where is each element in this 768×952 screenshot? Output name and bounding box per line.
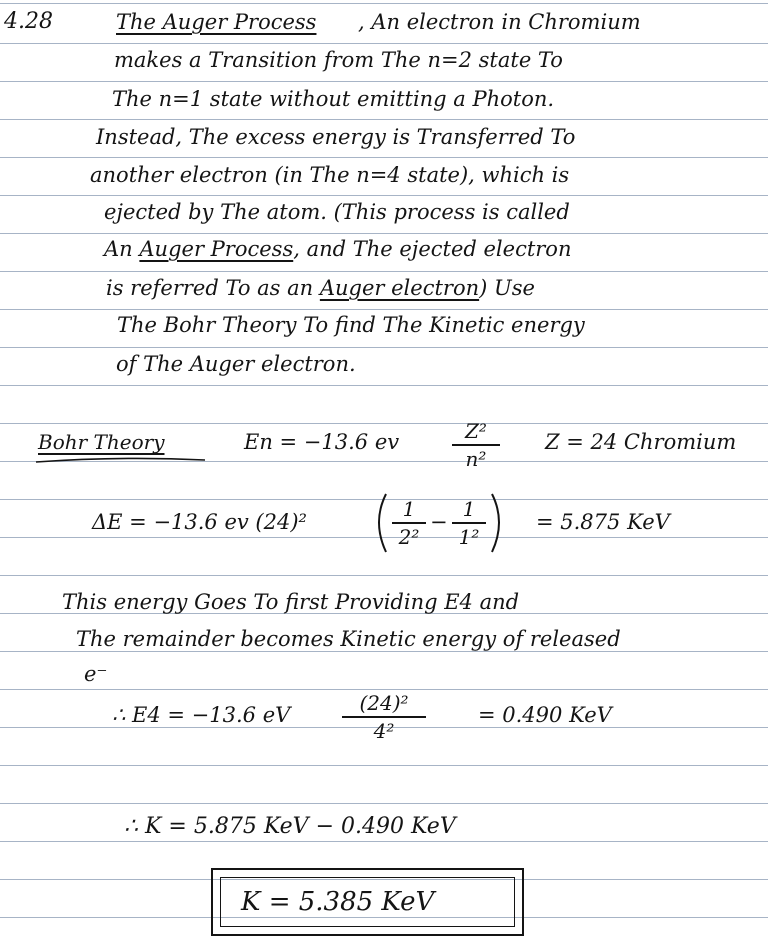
- e4-fraction-numerator: (24)²: [359, 691, 409, 715]
- delta-fraction-2-denominator: 1²: [458, 525, 480, 549]
- bohr-fraction-denominator: n²: [465, 447, 487, 471]
- delta-fraction-1-denominator: 2²: [398, 525, 420, 549]
- problem-line-3: The n=1 state without emitting a Photon.: [112, 87, 555, 111]
- delta-e-lhs: ΔE = −13.6 ev (24)²: [92, 510, 307, 534]
- problem-line-10: of The Auger electron.: [116, 352, 356, 376]
- problem-line-2: makes a Transition from The n=2 state To: [114, 48, 563, 72]
- problem-number: 4.28: [4, 9, 53, 34]
- e4-lhs: ∴ E4 = −13.6 eV: [112, 703, 291, 727]
- explanation-line-3: e⁻: [84, 662, 108, 686]
- line8-text-a: is referred To as an: [106, 276, 314, 300]
- left-paren: [379, 494, 386, 552]
- z-value: Z = 24 Chromium: [545, 430, 737, 454]
- delta-e-result: = 5.875 KeV: [536, 510, 670, 534]
- bohr-fraction-numerator: Z²: [465, 419, 487, 443]
- bohr-theory-label: Bohr Theory: [38, 430, 165, 454]
- problem-line-6: ejected by The atom. (This process is called: [104, 200, 570, 224]
- delta-minus: −: [430, 510, 448, 534]
- line8-text-b: ) Use: [479, 276, 535, 300]
- problem-line-9: The Bohr Theory To find The Kinetic energy: [117, 313, 585, 337]
- e4-result: = 0.490 KeV: [478, 703, 612, 727]
- delta-fraction-1-numerator: 1: [402, 497, 416, 521]
- problem-title: The Auger Process: [116, 10, 317, 34]
- bohr-equation-lhs: En = −13.6 ev: [244, 430, 400, 454]
- problem-line-5: another electron (in The n=4 state), which is: [90, 163, 570, 187]
- auger-process-term: Auger Process: [139, 237, 294, 261]
- bohr-underline: [36, 458, 205, 462]
- line7-text-b: , and The ejected electron: [293, 237, 572, 261]
- right-paren: [492, 494, 499, 552]
- problem-line-4: Instead, The excess energy is Transferred To: [96, 125, 576, 149]
- explanation-line-1: This energy Goes To first Providing E4 and: [62, 590, 520, 614]
- auger-electron-term: Auger electron: [319, 276, 480, 300]
- e4-fraction-denominator: 4²: [373, 719, 395, 743]
- delta-fraction-2-numerator: 1: [462, 497, 476, 521]
- line7-text-a: An: [104, 237, 133, 261]
- problem-line-1: , An electron in Chromium: [358, 10, 641, 34]
- final-answer: K = 5.385 KeV: [241, 887, 435, 917]
- explanation-line-2: The remainder becomes Kinetic energy of released: [76, 627, 621, 651]
- kinetic-energy-line: ∴ K = 5.875 KeV − 0.490 KeV: [124, 814, 456, 839]
